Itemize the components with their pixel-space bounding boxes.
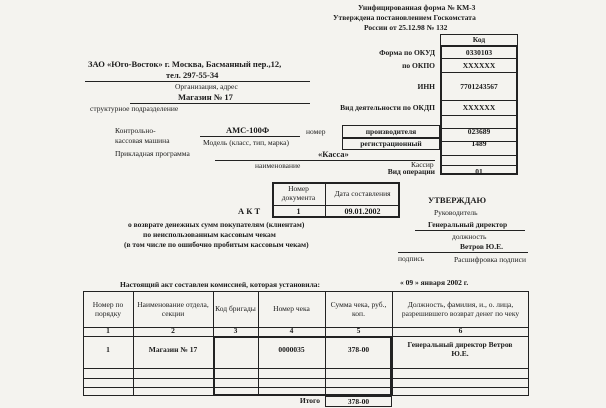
doc-date: 09.01.2002 [344, 207, 381, 217]
approve-head-label: Руководитель [434, 208, 478, 217]
row-person: Генеральный директор Ветров Ю.Е. [407, 340, 513, 358]
th-number: Номер по порядку [92, 299, 124, 318]
approve-title: УТВЕРЖДАЮ [428, 195, 487, 205]
org-caption: Организация, адрес [175, 82, 238, 91]
row-check-number: 0000035 [278, 344, 305, 354]
row-number: 1 [106, 344, 110, 354]
org-name-line2: тел. 297-55-34 [166, 70, 219, 80]
row-sum: 378-00 [347, 344, 370, 354]
org-name-line1: ЗАО «Юго-Восток» г. Москва, Басманный пер.,12, [88, 59, 282, 69]
approve-date: « 09 » января 2002 г. [400, 278, 469, 287]
th-check-number: Номер чека [273, 304, 310, 314]
reg-label: регистрационный [360, 139, 422, 148]
program-caption: наименование [255, 161, 301, 170]
operation-label: Вид операции [387, 167, 435, 176]
okdp-label: Вид деятельности по ОКДП [340, 103, 435, 112]
row-brigade [213, 337, 258, 363]
okud-label: Форма по ОКУД [379, 48, 435, 57]
th-person: Должность, фамилия, и., о. лица, разрешившего возврат денег по чеку [401, 299, 520, 318]
doc-number-header: Номер документа [281, 184, 316, 202]
total-label: Итого [299, 396, 320, 405]
cashier-label: Кассир [411, 160, 434, 169]
approve-position-caption: должность [452, 232, 487, 241]
act-subtitle-1: о возврате денежных сумм покупателям (клиентам) [128, 220, 305, 229]
approval-line-2: России от 25.12.98 № 132 [364, 23, 448, 32]
col-num-2: 2 [171, 326, 175, 336]
approval-line-1: Утверждена постановлением Госкомстата [333, 13, 476, 22]
okpo-label: по ОКПО [402, 61, 435, 70]
table-intro: Настоящий акт составлен комиссией, которая установила: [120, 280, 321, 289]
th-department: Наименование отдела, секции [137, 299, 209, 318]
kkm-label-2: кассовая машина [115, 136, 170, 145]
col-num-5: 5 [356, 326, 361, 336]
total-value: 378-00 [347, 397, 370, 406]
approve-name: Ветров Ю.Е. [460, 242, 503, 251]
th-brigade: Код бригады [215, 304, 256, 314]
code-header: Код [472, 35, 486, 44]
doc-number: 1 [296, 207, 301, 217]
okpo-value: XXXXXX [462, 61, 496, 70]
manufacturer-value: 023689 [467, 127, 491, 136]
manufacturer-label: производителя [365, 127, 417, 136]
kkm-model-caption: Модель (класс, тип, марка) [203, 138, 290, 147]
inn-value: 7701243567 [460, 82, 498, 91]
act-title: А К Т [238, 206, 261, 216]
program-label: Прикладная программа [115, 149, 190, 158]
okud-value: 0330103 [465, 48, 493, 57]
approve-decode-caption: Расшифровка подписи [454, 255, 526, 264]
form-name: Унифицированная форма № КМ-3 [358, 3, 476, 12]
division: Магазин № 17 [178, 92, 233, 102]
division-caption: структурное подразделение [90, 104, 179, 113]
inn-label: ИНН [417, 82, 435, 91]
approve-position: Генеральный директор [428, 220, 508, 229]
row-department: Магазин № 17 [148, 344, 198, 354]
col-num-6: 6 [458, 326, 463, 336]
operation-value: 01 [475, 167, 483, 176]
approve-signature-caption: подпись [398, 254, 425, 263]
kkm-number-label: номер [306, 127, 326, 136]
kkm-label-1: Контрольно- [115, 126, 156, 135]
th-sum: Сумма чека, руб., коп. [330, 299, 387, 318]
act-subtitle-2: по неиспользованным кассовым чекам [143, 230, 276, 239]
kkm-model-value: АМС-100Ф [226, 125, 270, 135]
okdp-value: XXXXXX [462, 103, 496, 112]
program-value: «Касса» [318, 149, 349, 159]
doc-date-header: Дата составления [334, 188, 391, 198]
reg-value: 1489 [471, 139, 487, 148]
col-num-3: 3 [233, 326, 238, 336]
act-subtitle-3: (в том числе по ошибочно пробитым кассовым чекам) [124, 240, 309, 249]
col-num-1: 1 [106, 326, 110, 336]
col-num-4: 4 [289, 326, 294, 336]
